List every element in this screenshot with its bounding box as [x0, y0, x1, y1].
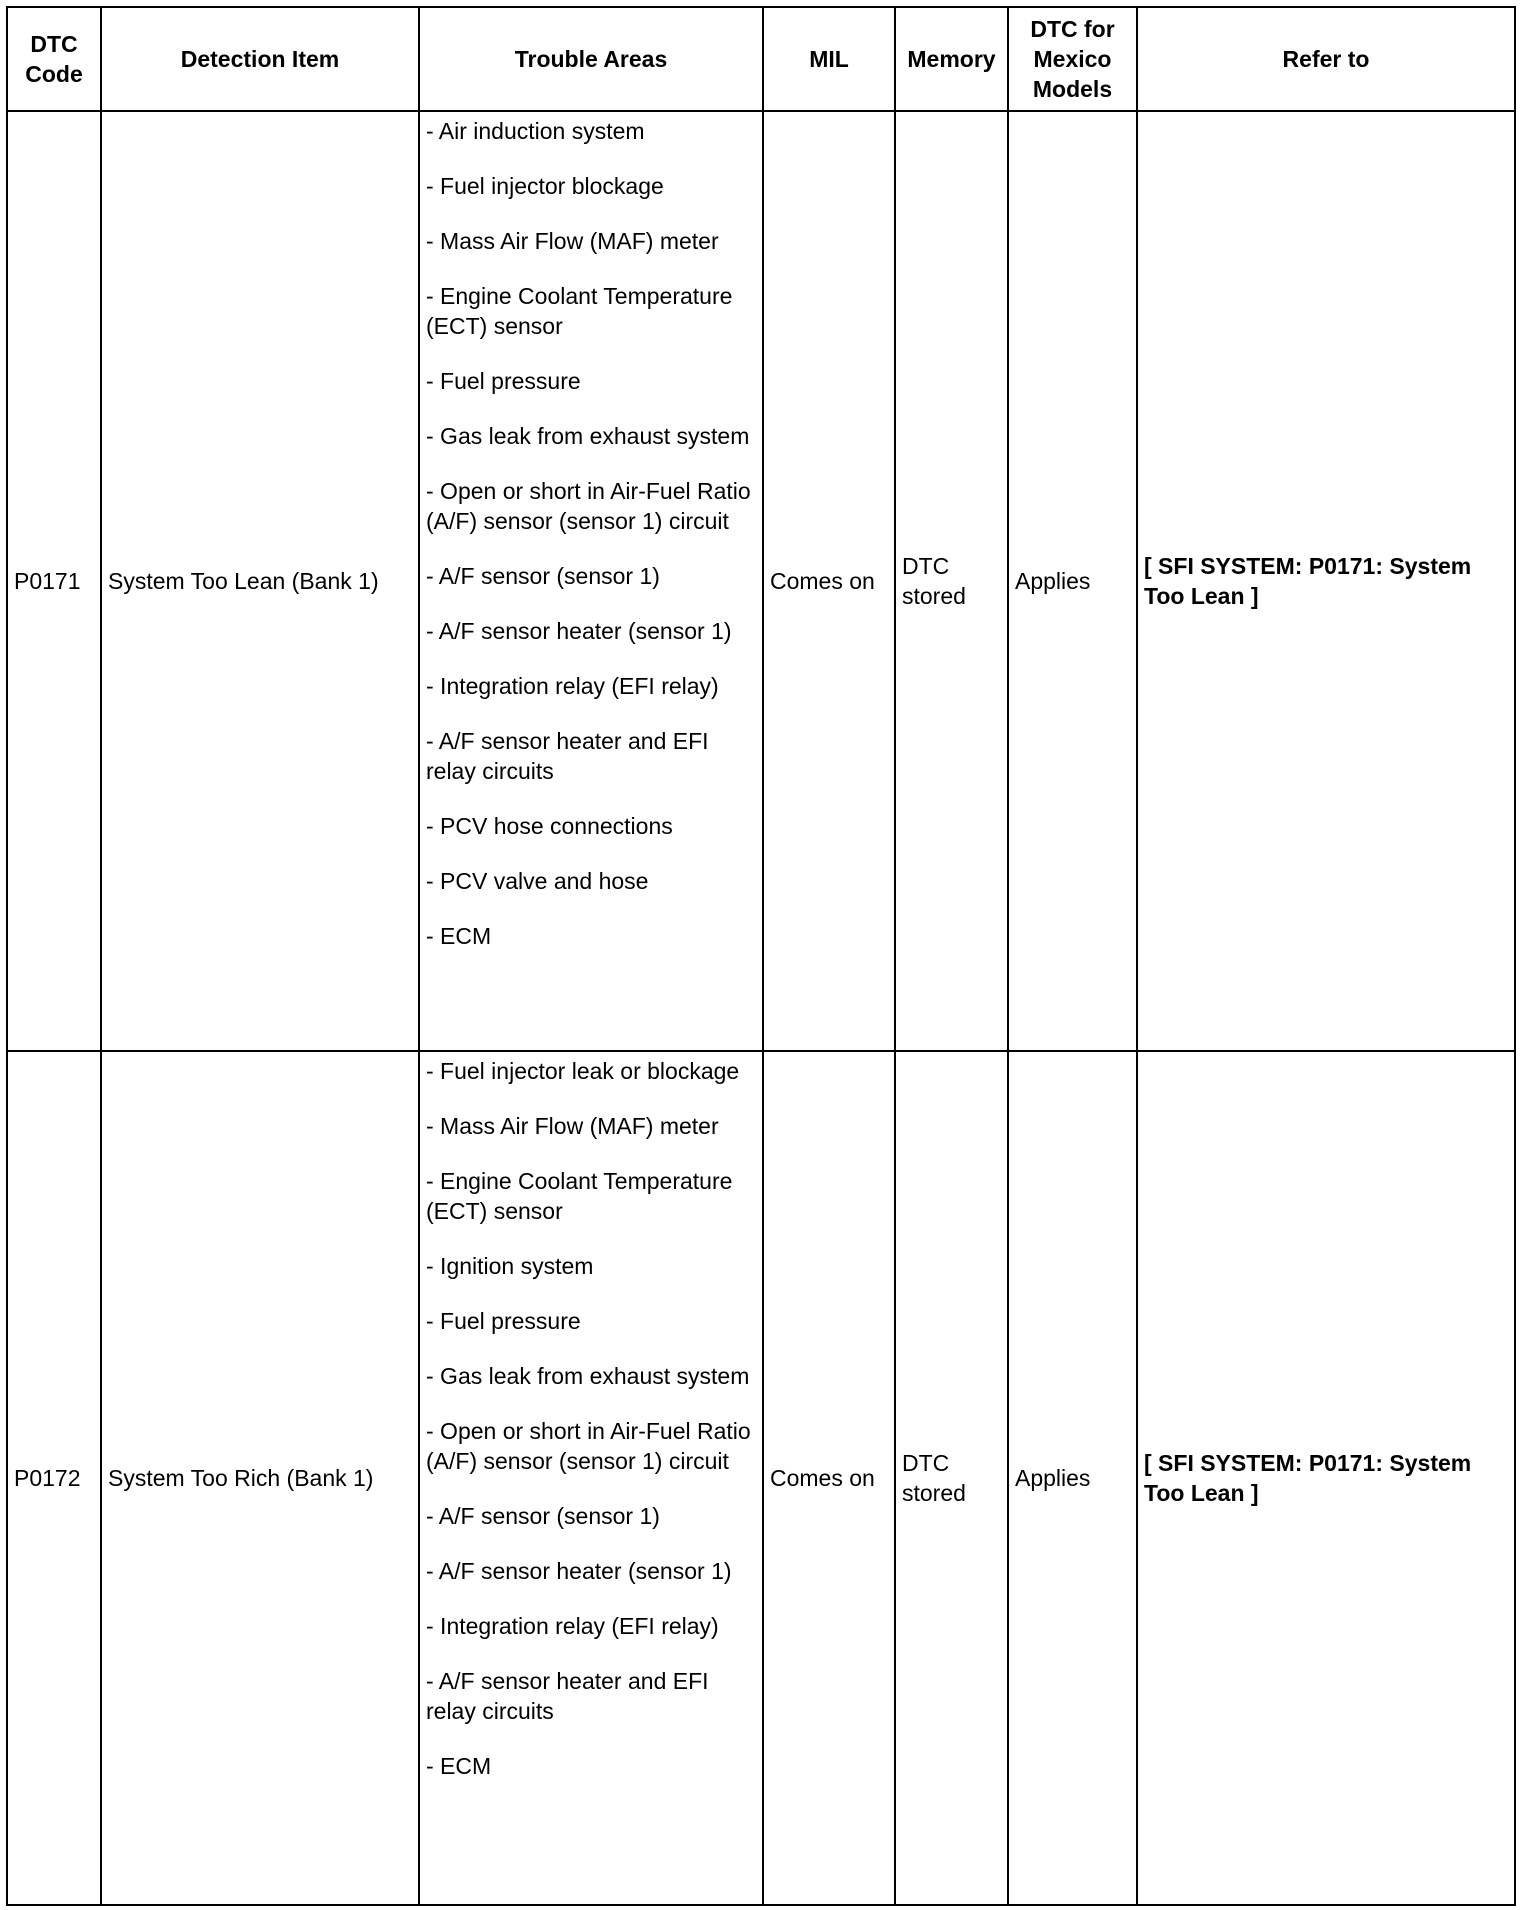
- list-item: - Integration relay (EFI relay): [426, 673, 719, 699]
- dtc-code-cell: P0171: [7, 111, 101, 1051]
- list-item: - Fuel injector leak or blockage: [426, 1058, 740, 1084]
- trouble-areas-list: [426, 116, 756, 951]
- header-mexico-models: DTC for Mexico Models: [1008, 7, 1137, 111]
- list-item: - ECM: [426, 1753, 492, 1779]
- header-mil: MIL: [763, 7, 895, 111]
- list-item: - A/F sensor (sensor 1): [426, 1503, 660, 1529]
- list-item: - A/F sensor heater and EFI relay circuits: [426, 728, 709, 784]
- header-detection-item: Detection Item: [101, 7, 419, 111]
- list-item: - A/F sensor heater (sensor 1): [426, 1558, 732, 1584]
- list-item: - Gas leak from exhaust system: [426, 423, 750, 449]
- table-row-p0172: [7, 1051, 1515, 1905]
- mil-cell: Comes on: [763, 111, 895, 1051]
- list-item: - Integration relay (EFI relay): [426, 1613, 719, 1639]
- mexico-models-cell: Applies: [1008, 111, 1137, 1051]
- header-row: [7, 7, 1515, 111]
- trouble-areas-list: [426, 1056, 756, 1781]
- memory-cell: DTC stored: [895, 1051, 1008, 1905]
- list-item: - ECM: [426, 923, 492, 949]
- mexico-models-cell: Applies: [1008, 1051, 1137, 1905]
- list-item: - Engine Coolant Temperature (ECT) sensor: [426, 1168, 733, 1224]
- list-item: - Engine Coolant Temperature (ECT) sensor: [426, 283, 733, 339]
- header-dtc-code: DTC Code: [7, 7, 101, 111]
- list-item: - A/F sensor (sensor 1): [426, 563, 660, 589]
- list-item: - Open or short in Air-Fuel Ratio (A/F) sensor (sensor 1) circuit: [426, 478, 751, 534]
- list-item: - Mass Air Flow (MAF) meter: [426, 228, 719, 254]
- refer-to-link[interactable]: [ SFI SYSTEM: P0171: System Too Lean ]: [1137, 111, 1515, 1051]
- detection-item-cell: System Too Lean (Bank 1): [101, 111, 419, 1051]
- list-item: - Mass Air Flow (MAF) meter: [426, 1113, 719, 1139]
- trouble-areas-cell: [419, 111, 763, 1051]
- refer-to-link[interactable]: [ SFI SYSTEM: P0171: System Too Lean ]: [1137, 1051, 1515, 1905]
- mil-cell: Comes on: [763, 1051, 895, 1905]
- list-item: - Fuel pressure: [426, 1308, 581, 1334]
- header-memory: Memory: [895, 7, 1008, 111]
- list-item: - Air induction system: [426, 118, 645, 144]
- list-item: - PCV hose connections: [426, 813, 673, 839]
- list-item: - A/F sensor heater and EFI relay circuits: [426, 1668, 709, 1724]
- list-item: - PCV valve and hose: [426, 868, 649, 894]
- list-item: - Open or short in Air-Fuel Ratio (A/F) sensor (sensor 1) circuit: [426, 1418, 751, 1474]
- list-item: - Fuel pressure: [426, 368, 581, 394]
- list-item: - Ignition system: [426, 1253, 594, 1279]
- list-item: - A/F sensor heater (sensor 1): [426, 618, 732, 644]
- memory-cell: DTC stored: [895, 111, 1008, 1051]
- header-trouble-areas: Trouble Areas: [419, 7, 763, 111]
- list-item: - Gas leak from exhaust system: [426, 1363, 750, 1389]
- dtc-code-cell: P0172: [7, 1051, 101, 1905]
- trouble-areas-cell: [419, 1051, 763, 1905]
- detection-item-cell: System Too Rich (Bank 1): [101, 1051, 419, 1905]
- list-item: - Fuel injector blockage: [426, 173, 664, 199]
- table-row-p0171: [7, 111, 1515, 1051]
- dtc-table: [6, 6, 1516, 1906]
- header-refer-to: Refer to: [1137, 7, 1515, 111]
